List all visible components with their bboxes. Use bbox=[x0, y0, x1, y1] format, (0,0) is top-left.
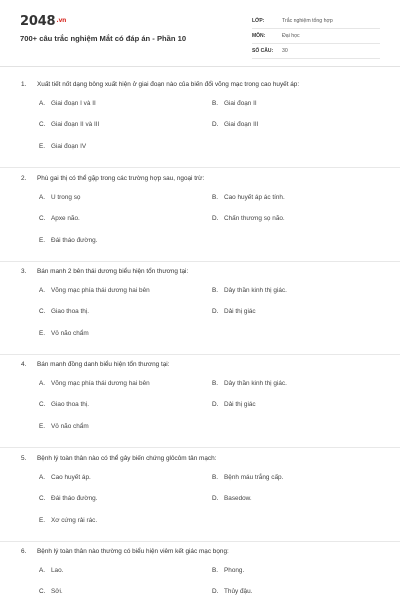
question-text bbox=[21, 81, 299, 88]
option-c[interactable]: C. Sởi. bbox=[39, 588, 63, 595]
question-number: 2. bbox=[21, 175, 27, 182]
question-divider bbox=[0, 541, 400, 542]
meta-subject-label: MÔN: bbox=[252, 33, 266, 39]
option-d[interactable]: D. Basedow. bbox=[212, 495, 252, 502]
option-b[interactable]: B. Dây thần kinh thị giác. bbox=[212, 380, 287, 387]
option-a[interactable]: A. Lao. bbox=[39, 567, 64, 574]
question-stem: Xuất tiết nốt dạng bông xuất hiện ở giai đoạn nào của biến đổi võng mạc trong cao huyết áp: bbox=[37, 81, 300, 88]
question-divider bbox=[0, 167, 400, 168]
meta-class-label: LỚP: bbox=[252, 18, 265, 24]
question-stem: Phù gai thị có thể gặp trong các trường hợp sau, ngoại trừ: bbox=[37, 175, 205, 182]
meta-count-label: SỐ CÂU: bbox=[252, 48, 274, 54]
option-a[interactable]: A. Võng mạc phía thái dương hai bên bbox=[39, 380, 150, 387]
option-c[interactable]: C. Apxe não. bbox=[39, 215, 80, 222]
option-c[interactable]: C. Giao thoa thị. bbox=[39, 401, 90, 408]
header-divider bbox=[0, 66, 400, 67]
question-text bbox=[21, 548, 229, 555]
meta-count-value: 30 bbox=[282, 48, 288, 54]
option-d[interactable]: D. Dải thị giác bbox=[212, 401, 256, 408]
option-d[interactable]: D. Giai đoạn III bbox=[212, 121, 259, 128]
question-text bbox=[21, 268, 188, 275]
site-logo[interactable] bbox=[20, 14, 66, 29]
option-a[interactable]: A. Cao huyết áp. bbox=[39, 474, 91, 481]
option-e[interactable]: E. Vỏ não chẩm bbox=[39, 330, 89, 337]
meta-subject bbox=[252, 29, 380, 44]
question-text bbox=[21, 175, 204, 182]
option-d[interactable]: D. Thủy đậu. bbox=[212, 588, 253, 595]
question-stem: Bán manh đồng danh biểu hiện tổn thương tại: bbox=[37, 361, 170, 368]
option-d[interactable]: D. Dải thị giác bbox=[212, 308, 256, 315]
document-title: 700+ câu trắc nghiệm Mắt có đáp án - Phần 10 bbox=[20, 34, 187, 43]
option-c[interactable]: C. Giai đoạn II và III bbox=[39, 121, 100, 128]
meta-class-value: Trắc nghiệm tổng hợp bbox=[282, 18, 333, 24]
option-a[interactable]: A. Giai đoạn I và II bbox=[39, 100, 96, 107]
option-a[interactable]: A. U trong sọ bbox=[39, 194, 81, 201]
question-stem: Bệnh lý toàn thân nào có thể gây biến chứng glôcôm tân mạch: bbox=[37, 455, 217, 462]
option-b[interactable]: B. Giai đoạn II bbox=[212, 100, 257, 107]
meta-subject-value: Đại học bbox=[282, 33, 300, 39]
option-c[interactable]: C. Giao thoa thị. bbox=[39, 308, 90, 315]
option-b[interactable]: B. Phong. bbox=[212, 567, 245, 574]
question-number: 6. bbox=[21, 548, 27, 555]
question-stem: Bán manh 2 bên thái dương biểu hiện tổn thương tại: bbox=[37, 268, 189, 275]
option-b[interactable]: B. Cao huyết áp ác tính. bbox=[212, 194, 285, 201]
question-divider bbox=[0, 261, 400, 262]
question-stem: Bệnh lý toàn thân nào thường có biểu hiện viêm kết giác mạc bọng: bbox=[37, 548, 229, 555]
option-e[interactable]: E. Vỏ não chẩm bbox=[39, 423, 89, 430]
meta-count bbox=[252, 44, 380, 59]
question-number: 5. bbox=[21, 455, 27, 462]
question-text bbox=[21, 361, 169, 368]
meta-class bbox=[252, 14, 380, 29]
question-number: 3. bbox=[21, 268, 27, 275]
question-divider bbox=[0, 354, 400, 355]
option-a[interactable]: A. Võng mạc phía thái dương hai bên bbox=[39, 287, 150, 294]
option-e[interactable]: E. Đái tháo đường. bbox=[39, 237, 98, 244]
logo-number: 2048 bbox=[20, 14, 56, 29]
option-b[interactable]: B. Dây thần kinh thị giác. bbox=[212, 287, 287, 294]
logo-domain: .vn bbox=[56, 17, 67, 24]
question-number: 4. bbox=[21, 361, 27, 368]
option-c[interactable]: C. Đái tháo đường. bbox=[39, 495, 98, 502]
option-d[interactable]: D. Chấn thương sọ não. bbox=[212, 215, 285, 222]
question-divider bbox=[0, 447, 400, 448]
option-e[interactable]: E. Giai đoạn IV bbox=[39, 143, 87, 150]
page-header bbox=[0, 0, 400, 62]
option-b[interactable]: B. Bệnh máu trắng cấp. bbox=[212, 474, 284, 481]
option-e[interactable]: E. Xơ cứng rải rác. bbox=[39, 517, 98, 524]
question-number: 1. bbox=[21, 81, 27, 88]
question-text bbox=[21, 455, 216, 462]
